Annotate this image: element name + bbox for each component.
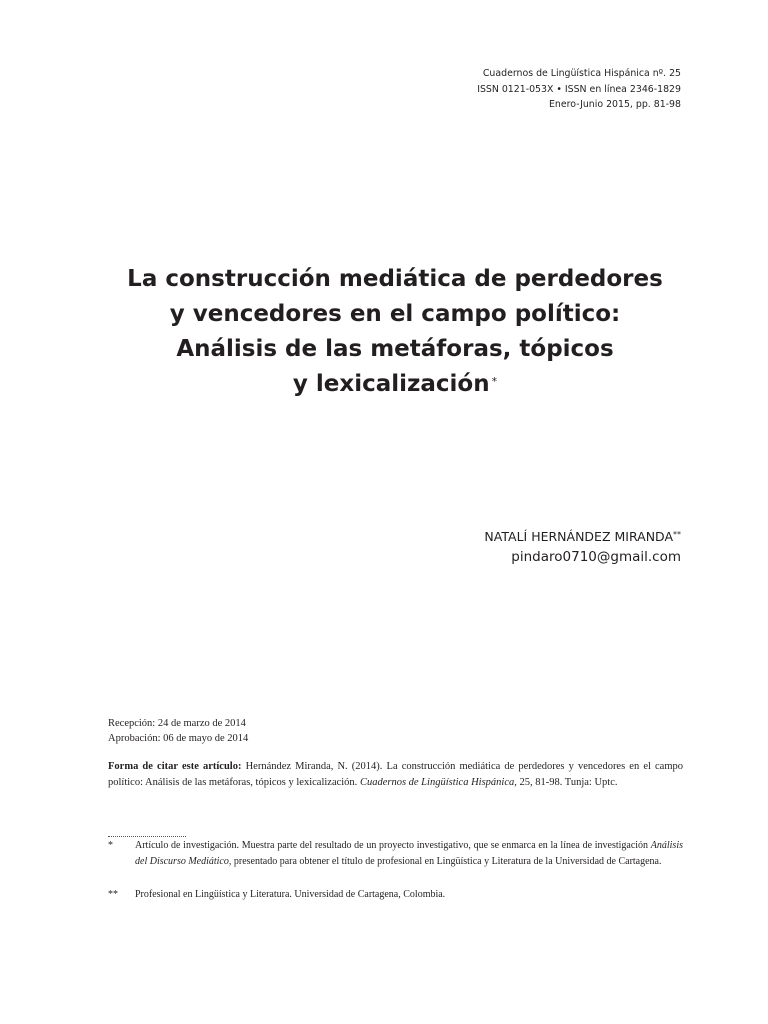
- footnote-1: [108, 838, 683, 870]
- journal-issn: ISSN 0121-053X • ISSN en línea 2346-1829: [477, 83, 681, 95]
- title-line-3: Análisis de las metáforas, tópicos: [176, 336, 614, 362]
- footnote-1-mark: *: [108, 840, 113, 851]
- journal-issue-pages: Enero-Junio 2015, pp. 81-98: [549, 99, 681, 110]
- footnote-1-text: [135, 838, 683, 870]
- citation-label: Forma de citar este artículo:: [108, 761, 242, 772]
- author-name: NATALÍ HERNÁNDEZ MIRANDA: [484, 529, 673, 544]
- footnote-divider: [108, 836, 186, 837]
- citation-text: Hernández Miranda, N. (2014). La construcción mediática de perdedores y vencedores en el campo político: Análisis de las metáforas, tópicos y lexicalización.: [108, 761, 683, 788]
- title-line-1: La construcción mediática de perdedores: [127, 266, 663, 292]
- author-name-line: [484, 527, 681, 547]
- citation-tail: , 25, 81-98. Tunja: Uptc.: [514, 777, 618, 788]
- citation-journal: Cuadernos de Lingüística Hispánica: [359, 777, 515, 788]
- title-footnote-mark: *: [491, 375, 498, 388]
- article-title: [0, 262, 768, 402]
- title-line-4: [0, 367, 768, 402]
- approval-date: Aprobación: 06 de mayo de 2014: [108, 733, 249, 744]
- footnote-1-text-start: Artículo de investigación. Muestra parte del resultado de un proyecto investigativo, que se enmarca en la línea de investigación: [135, 840, 651, 851]
- author-block: [484, 527, 681, 567]
- footnote-2: [108, 887, 683, 903]
- journal-name: Cuadernos de Lingüística Hispánica nº. 25: [482, 68, 681, 79]
- footnote-1-research-line: Análisis del Discurso Mediático,: [135, 840, 683, 867]
- footnote-2-text: Profesional en Lingüística y Literatura. Universidad de Cartagena, Colombia.: [135, 889, 446, 900]
- author-email: pindaro0710@gmail.com: [511, 549, 681, 565]
- citation-paragraph: [108, 759, 683, 791]
- journal-header: [321, 66, 681, 113]
- article-dates: [108, 716, 248, 746]
- footnote-2-mark: **: [108, 889, 118, 900]
- reception-date: Recepción: 24 de marzo de 2014: [108, 718, 246, 729]
- author-footnote-mark: **: [673, 530, 681, 539]
- footnote-1-text-end: presentado para obtener el título de profesional en Lingüística y Literatura de la Universidad de Cartagena.: [231, 856, 662, 867]
- title-line-4-text: y lexicalización: [292, 371, 490, 397]
- title-line-2: y vencedores en el campo político:: [169, 301, 621, 327]
